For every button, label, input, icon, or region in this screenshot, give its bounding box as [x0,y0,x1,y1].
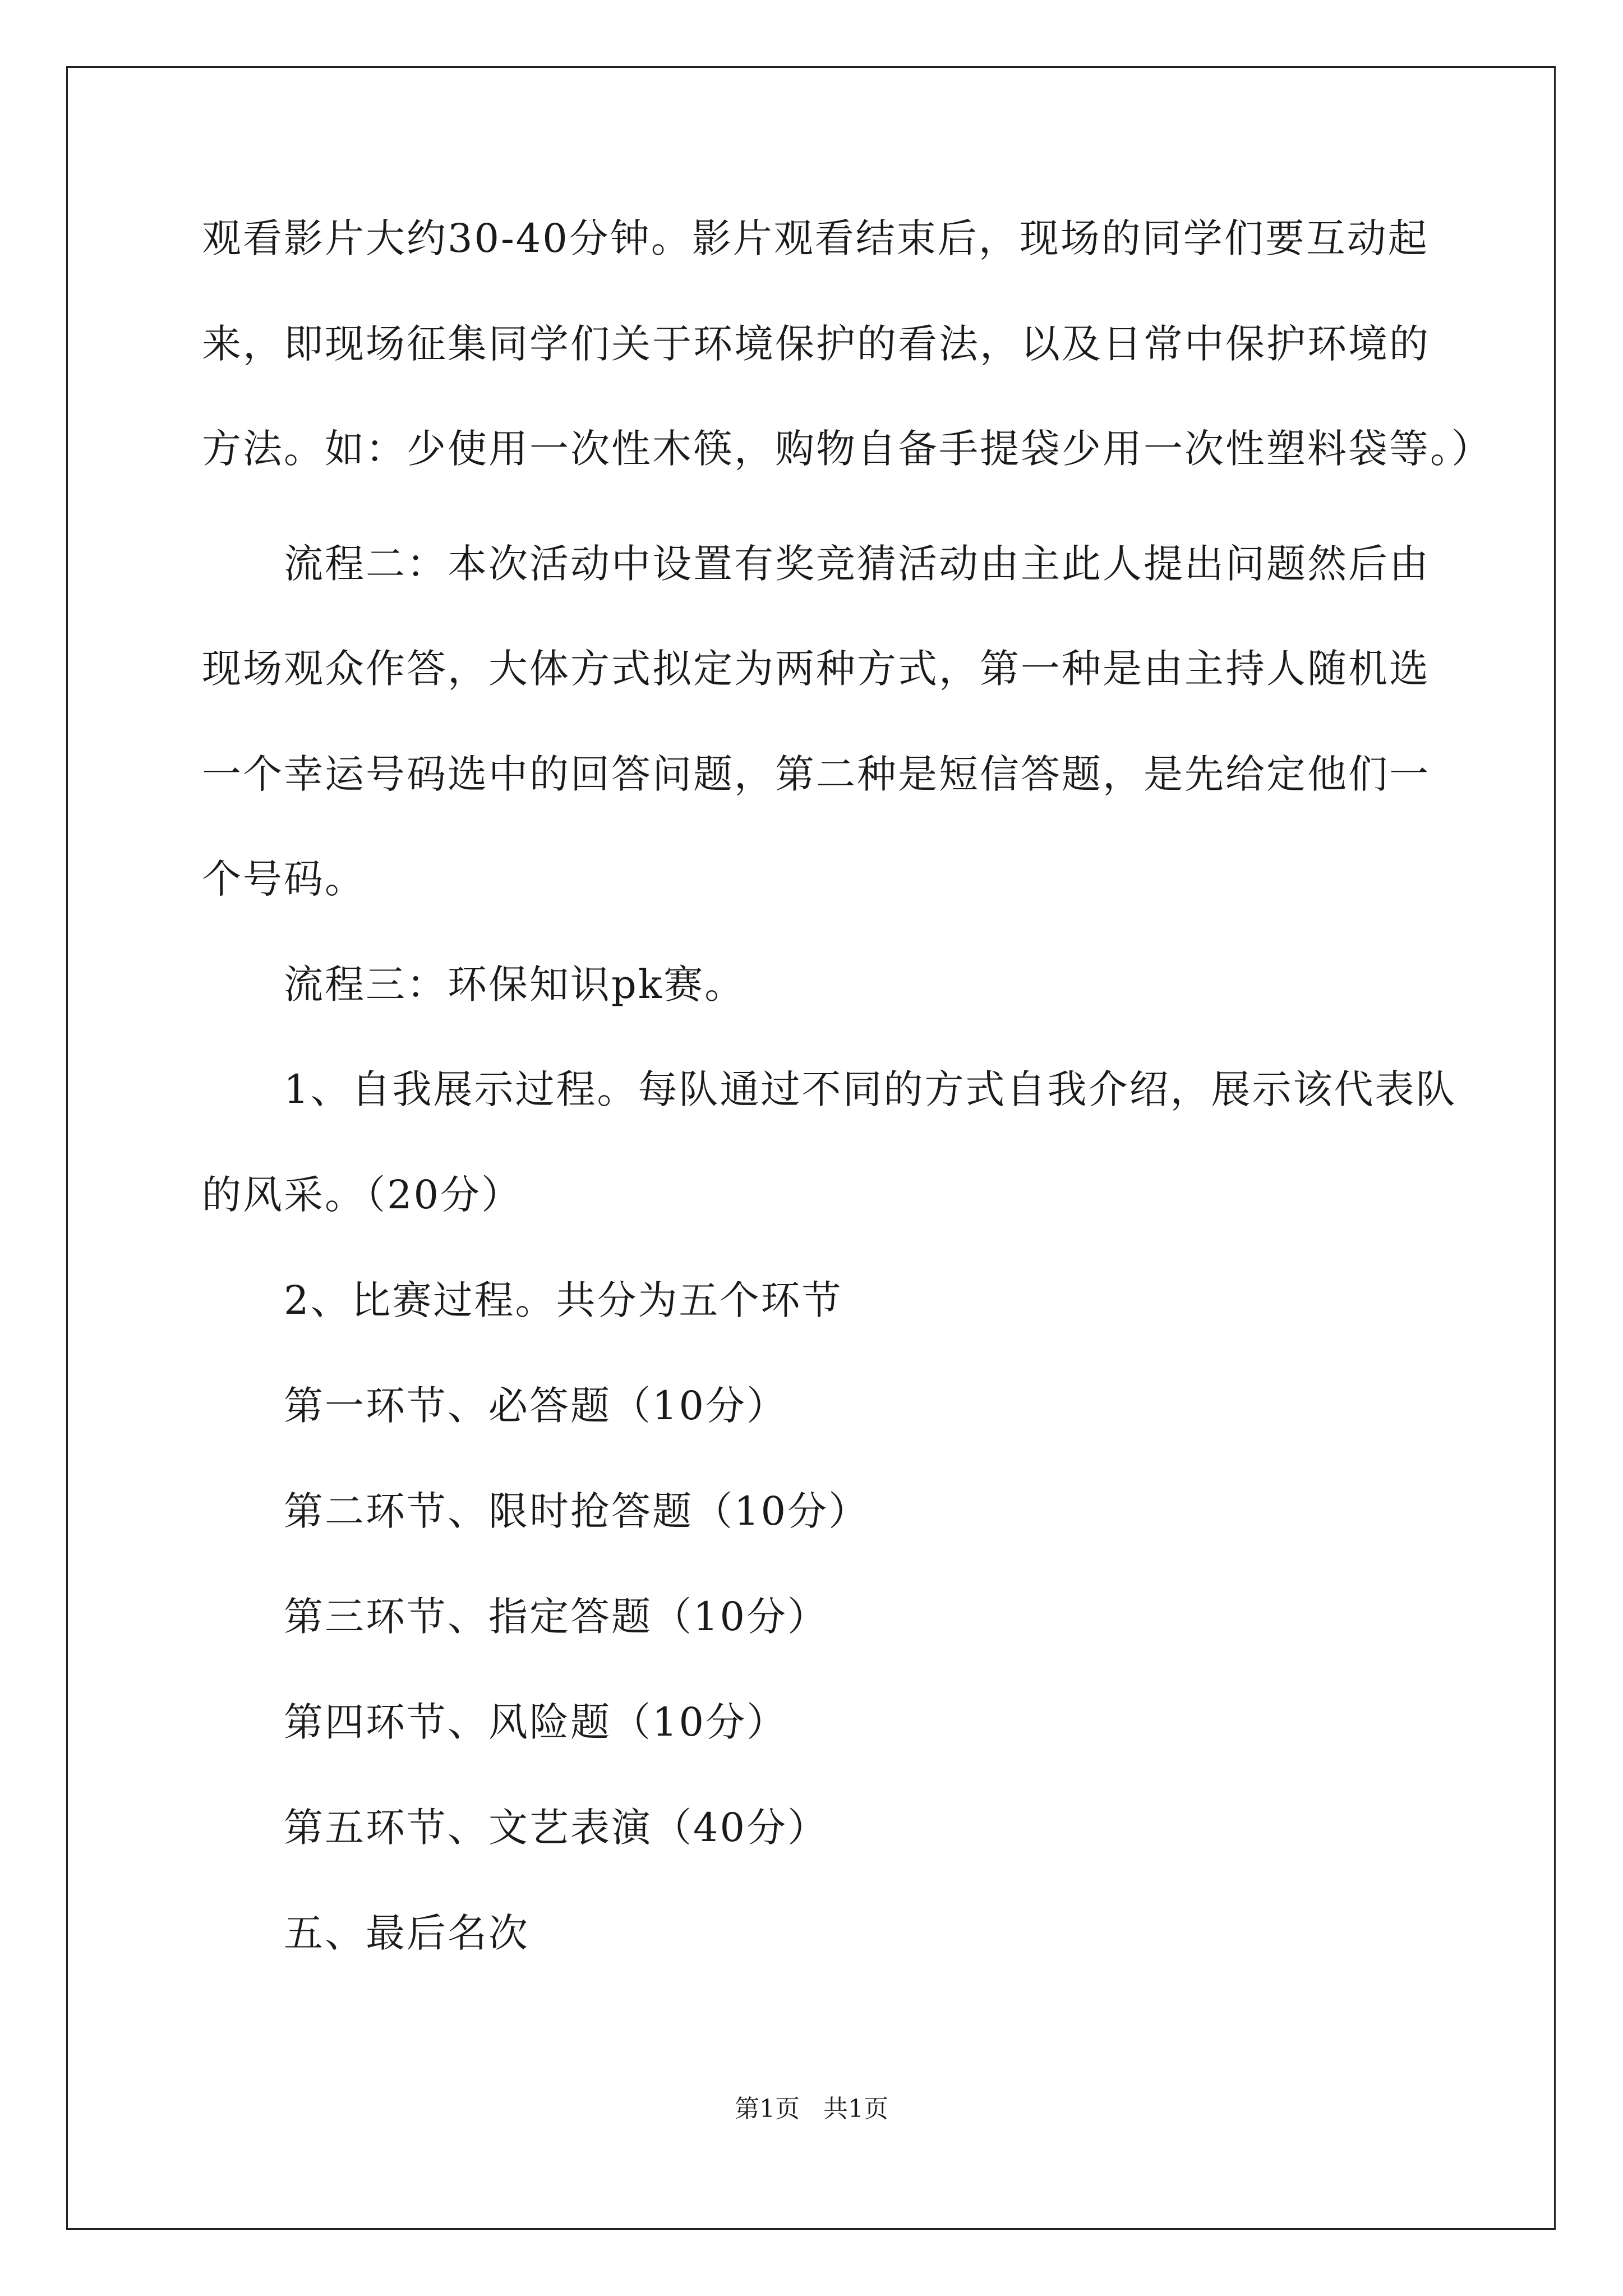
paragraph-line: 第一环节、必答题（10分） [284,1383,788,1429]
paragraph-line: 流程三：环保知识pk赛。 [284,961,746,1007]
paragraph-line: 流程二：本次活动中设置有奖竞猜活动由主此人提出问题然后由 [284,541,1430,587]
paragraph-line: 的风采。（20分） [202,1172,523,1218]
paragraph-line: 来，即现场征集同学们关于环境保护的看法，以及日常中保护环境的 [202,321,1430,367]
paragraph-line: 第三环节、指定答题（10分） [284,1594,829,1640]
paragraph-line: 五、最后名次 [284,1910,529,1956]
paragraph-line: 观看影片大约30-40分钟。影片观看结束后，现场的同学们要互动起 [202,215,1429,261]
page-border [66,66,1556,2230]
paragraph-line: 个号码。 [202,856,366,902]
paragraph-line: 2、比赛过程。共分为五个环节 [284,1277,843,1323]
paragraph-line: 第四环节、风险题（10分） [284,1699,788,1745]
paragraph-line: 现场观众作答，大体方式拟定为两种方式，第一种是由主持人随机选 [202,646,1430,692]
paragraph-line: 一个幸运号码选中的回答问题，第二种是短信答题，是先给定他们一 [202,751,1430,797]
paragraph-line: 第二环节、限时抢答题（10分） [284,1488,870,1534]
paragraph-line: 方法。如：少使用一次性木筷，购物自备手提袋少用一次性塑料袋等。） [202,426,1492,472]
page-number-footer: 第1页 共1页 [735,2095,888,2123]
paragraph-line: 1、自我展示过程。每队通过不同的方式自我介绍，展示该代表队 [284,1066,1457,1112]
paragraph-line: 第五环节、文艺表演（40分） [284,1805,829,1851]
